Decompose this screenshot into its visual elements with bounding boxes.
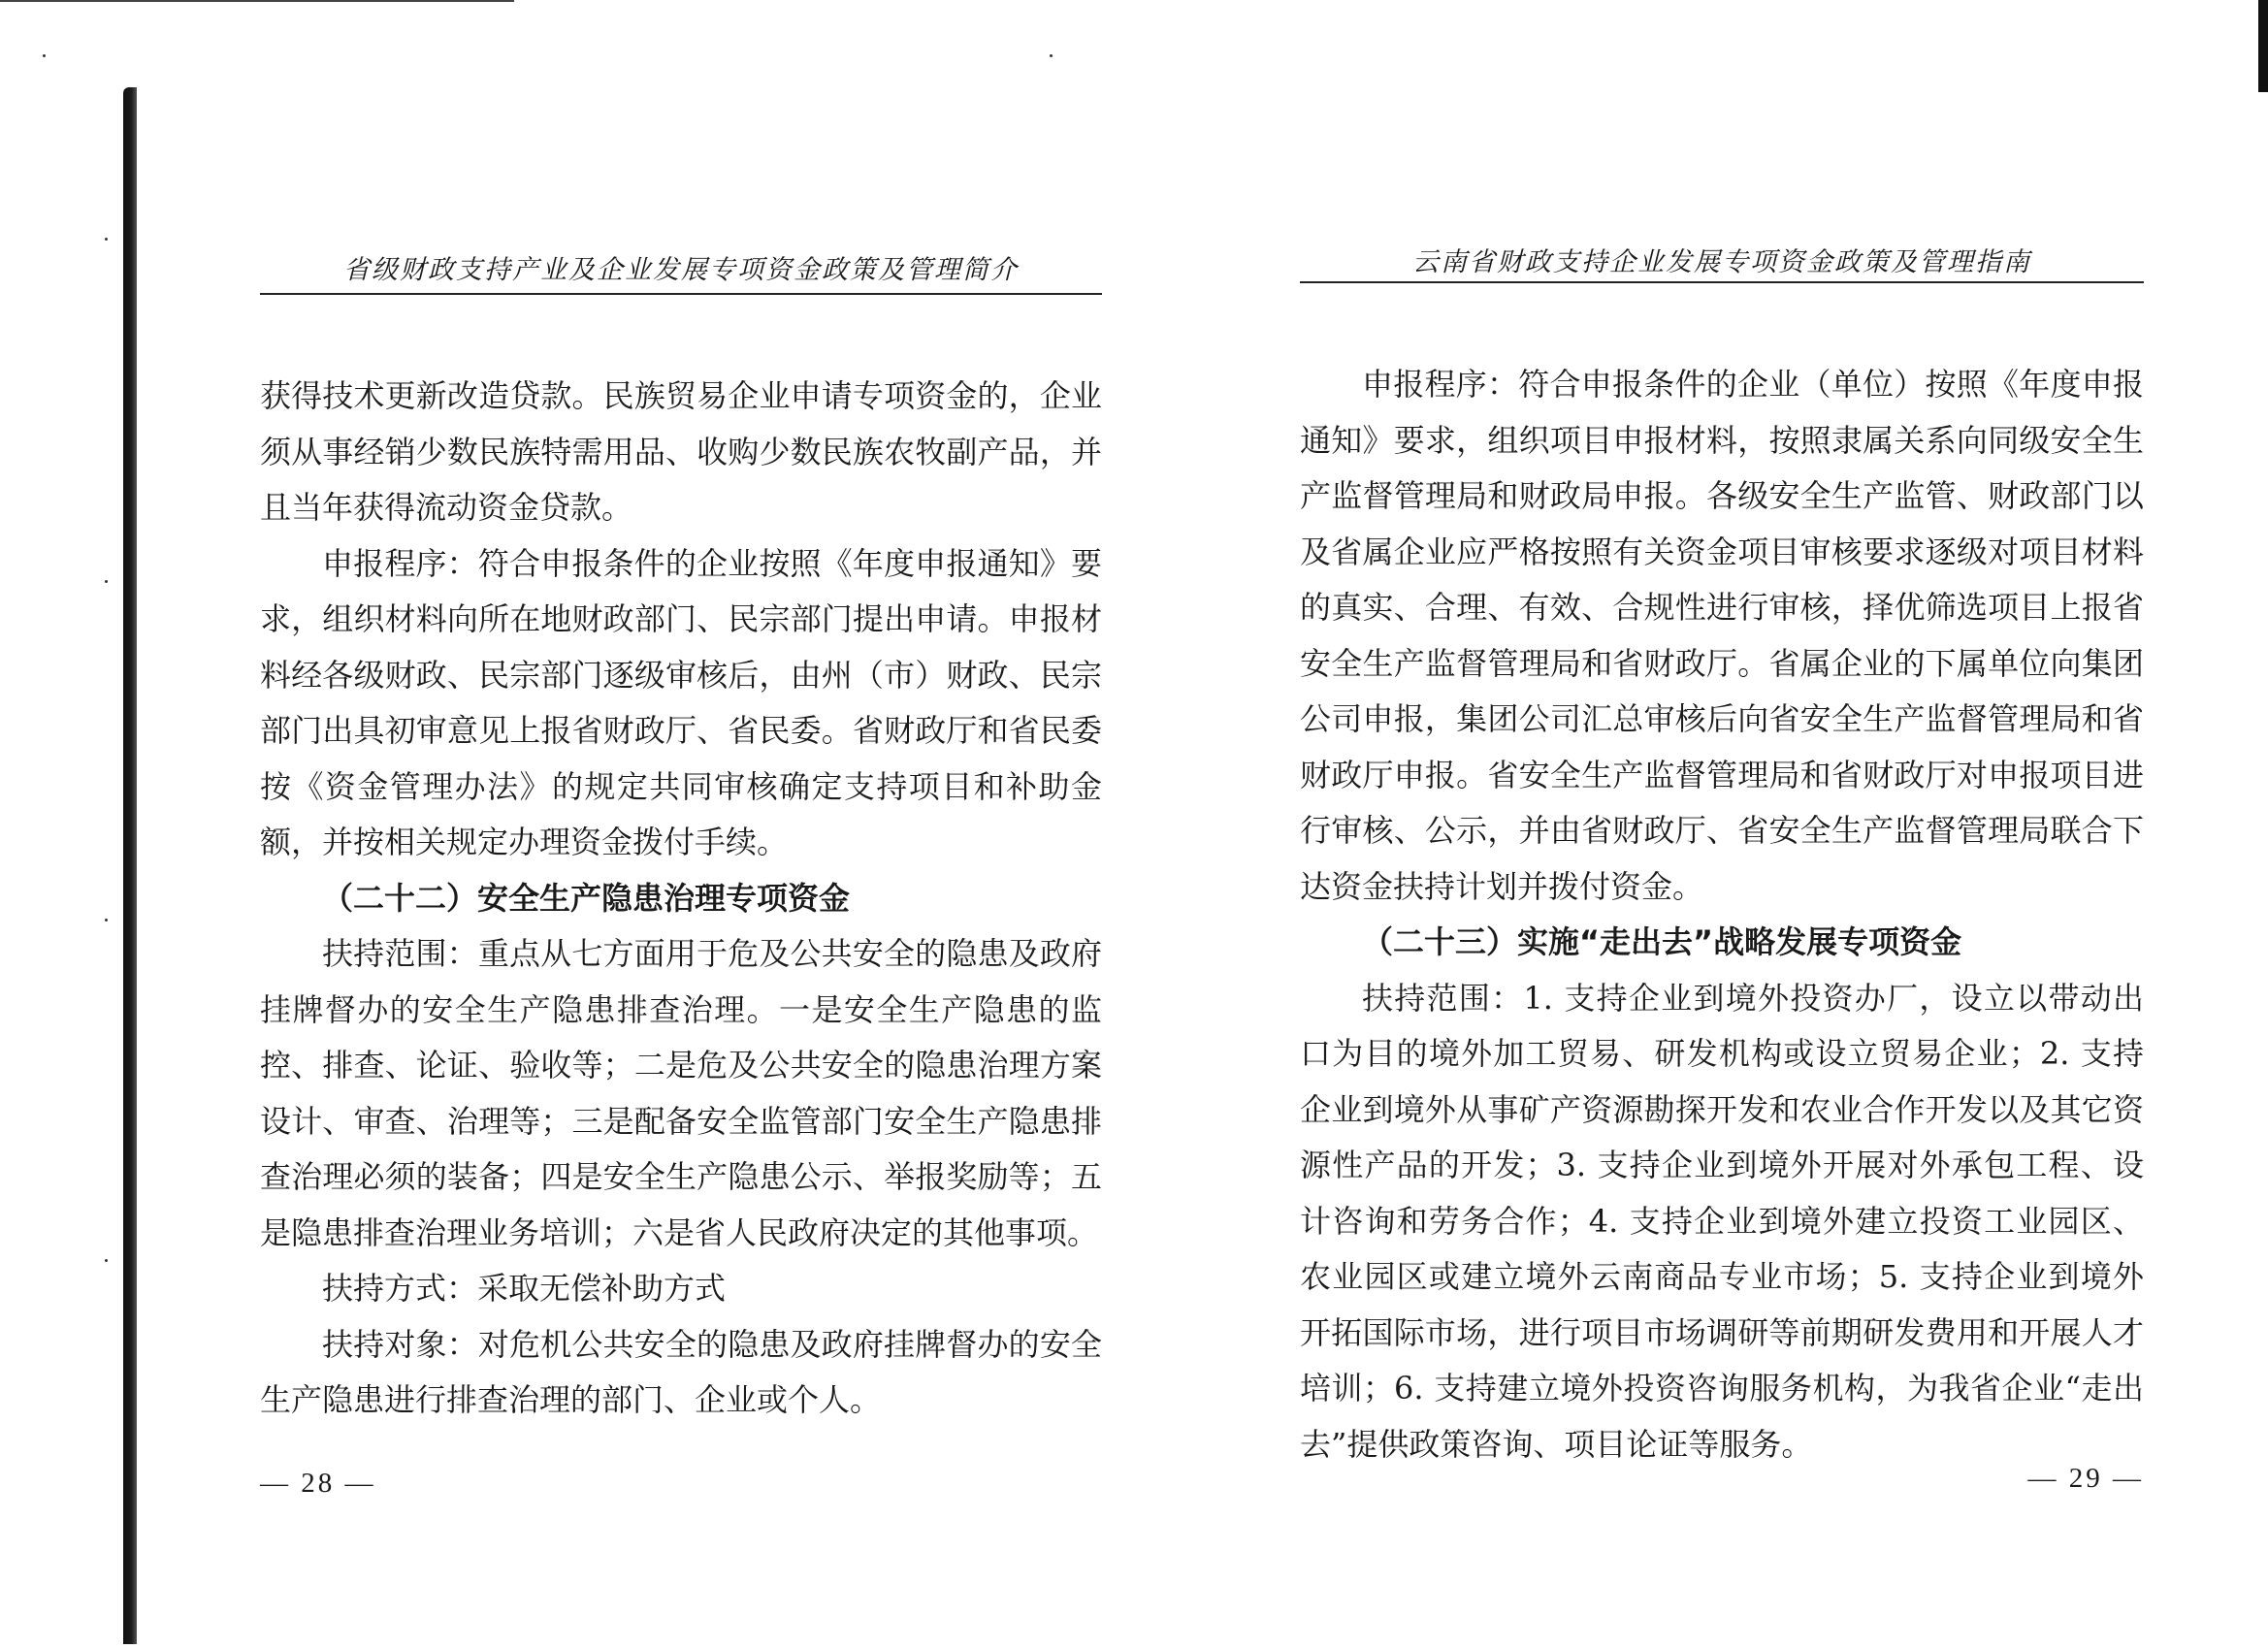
- page-number: — 29 —: [2027, 1463, 2144, 1494]
- scan-speck: [105, 580, 108, 583]
- body-paragraph: 扶持方式：采取无偿补助方式: [322, 1270, 727, 1307]
- section-heading: （二十三）实施“走出去”战略发展专项资金: [1362, 923, 1962, 960]
- scan-speck: [43, 54, 46, 57]
- running-header: 云南省财政支持企业发展专项资金政策及管理指南: [1412, 247, 2031, 277]
- header-rule: [1300, 281, 2144, 283]
- scan-artifact-top-line: [0, 0, 514, 2]
- page-body: [260, 369, 1102, 1429]
- body-paragraph: 申报程序：符合申报条件的企业按照《年度申报通知》要求，组织材料向所在地财政部门、民宗部门提出申请。申报材料经各级财政、民宗部门逐级审核后，由州（市）财政、民宗部门出具初审意见上报省财政厅、省民委。省财政厅和省民委按《资金管理办法》的规定共同审核确定支持项目和补助金额，并按相关规定办理资金拨付手续。: [260, 544, 1102, 860]
- body-paragraph: 申报程序：符合申报条件的企业（单位）按照《年度申报通知》要求，组织项目申报材料，按照隶属关系向同级安全生产监督管理局和财政局申报。各级安全生产监管、财政部门以及省属企业应严格按照有关资金项目审核要求逐级对项目材料的真实、合理、有效、合规性进行审核，择优筛选项目上报省安全生产监督管理局和省财政厅。省属企业的下属单位向集团公司申报，集团公司汇总审核后向省安全生产监督管理局和省财政厅申报。省安全生产监督管理局和省财政厅对申报项目进行审核、公示，并由省财政厅、省安全生产监督管理局联合下达资金扶持计划并拨付资金。: [1300, 366, 2144, 905]
- header-rule: [260, 293, 1102, 295]
- page-number: — 28 —: [260, 1468, 376, 1499]
- body-paragraph: 获得技术更新改造贷款。民族贸易企业申请专项资金的，企业须从事经销少数民族特需用品、收购少数民族农牧副产品，并且当年获得流动资金贷款。: [260, 377, 1102, 526]
- body-paragraph: 扶持对象：对危机公共安全的隐患及政府挂牌督办的安全生产隐患进行排查治理的部门、企业或个人。: [260, 1325, 1102, 1418]
- scan-speck: [1050, 54, 1053, 57]
- running-header: 省级财政支持产业及企业发展专项资金政策及管理简介: [343, 255, 1019, 285]
- scan-speck: [105, 238, 108, 241]
- scan-speck: [105, 1259, 108, 1262]
- body-paragraph: 扶持范围：重点从七方面用于危及公共安全的隐患及政府挂牌督办的安全生产隐患排查治理。一是安全生产隐患的监控、排查、论证、验收等；二是危及公共安全的隐患治理方案设计、审查、治理等；三是配备安全监管部门安全生产隐患排查治理必须的装备；四是安全生产隐患公示、举报奖励等；五是隐患排查治理业务培训；六是省人民政府决定的其他事项。: [260, 935, 1102, 1251]
- scan-artifact-right-edge: [2258, 0, 2268, 92]
- scan-speck: [105, 919, 108, 922]
- page-body: [1300, 357, 2144, 1472]
- body-paragraph: 扶持范围：1. 支持企业到境外投资办厂，设立以带动出口为目的境外加工贸易、研发机构或设立贸易企业；2. 支持企业到境外从事矿产资源勘探开发和农业合作开发以及其它资源性产品的开发；3. 支持企业到境外开展对外承包工程、设计咨询和劳务合作；4. 支持企业到境外建立投资工业园区、农业园区或建立境外云南商品专业市场；5. 支持企业到境外开拓国际市场，进行项目市场调研等前期研发费用和开展人才培训；6. 支持建立境外投资咨询服务机构，为我省企业“走出去”提供政策咨询、项目论证等服务。: [1300, 979, 2144, 1463]
- book-binding-edge: [123, 87, 137, 1644]
- section-heading: （二十二）安全生产隐患治理专项资金: [322, 879, 851, 917]
